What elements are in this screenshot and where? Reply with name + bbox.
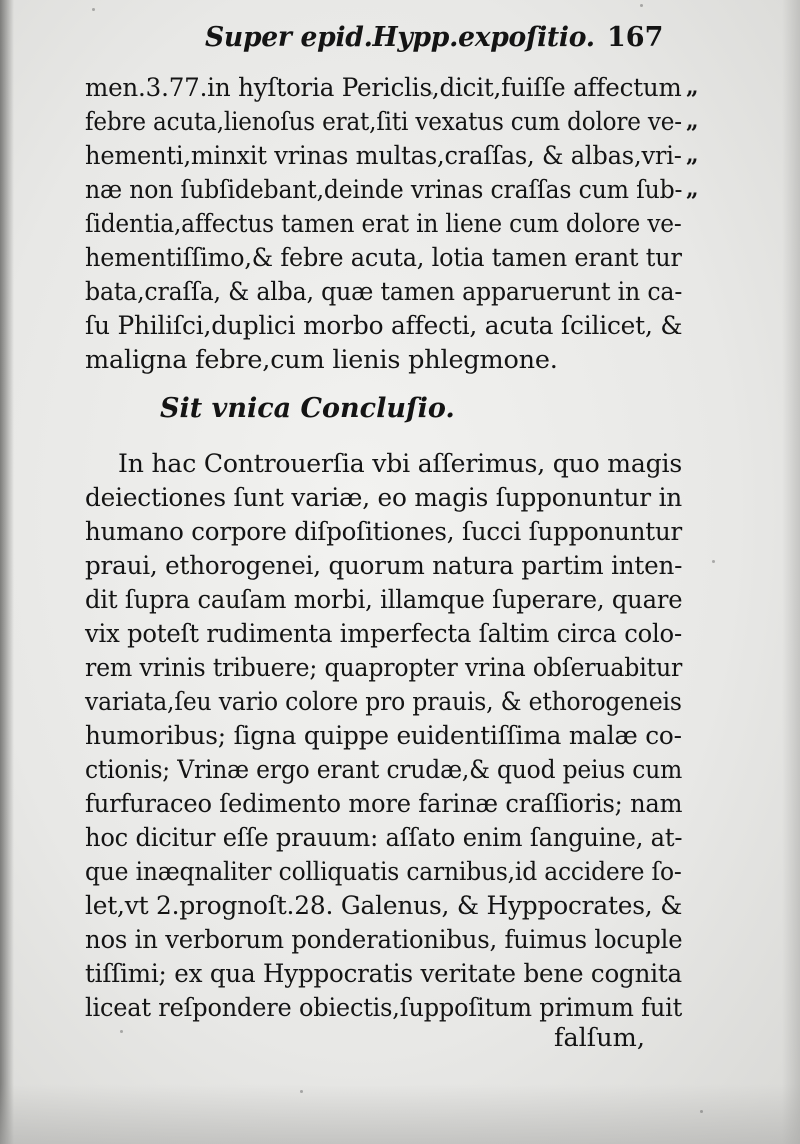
running-title: Super epid.Hypp.expoſitio. bbox=[205, 22, 595, 53]
text-line: que inæqnaliter colliquatis carnibus,id accidere ſo- bbox=[85, 857, 682, 887]
text-line: hementiſſimo,& febre acuta, lotia tamen erant tur bbox=[85, 243, 682, 273]
text-line: febre acuta,lienoſus erat,ſiti vexatus cum dolore ve- bbox=[85, 107, 682, 137]
catchword: falſum, bbox=[554, 1023, 645, 1053]
page-shadow-bottom bbox=[0, 1084, 800, 1144]
text-line: furfuraceo ſedimento more farinæ craſſioris; nam bbox=[85, 789, 683, 819]
text-line: ſu Philiſci,duplici morbo affecti, acuta ſcilicet, & bbox=[85, 311, 683, 341]
text-line: let,vt 2.prognoſt.28. Galenus, & Hyppocrates, & bbox=[85, 891, 683, 921]
text-line: humoribus; ſigna quippe euidentiſſima malæ co- bbox=[85, 721, 682, 751]
text-line: men.3.77.in hyſtoria Periclis,dicit,fuiſſe affectum bbox=[85, 73, 682, 103]
marginal-quote-mark: „ bbox=[686, 142, 699, 168]
text-line: variata,ſeu vario colore pro prauis, & ethorogeneis bbox=[85, 687, 682, 717]
text-line: bata,craſſa, & alba, quæ tamen apparuerunt in ca- bbox=[85, 277, 683, 307]
text-line: tiſſimi; ex qua Hyppocratis veritate bene cognita bbox=[85, 959, 682, 989]
text-line: deiectiones ſunt variæ, eo magis ſupponuntur in bbox=[85, 483, 683, 513]
text-line: hementi,minxit vrinas multas,craſſas, & albas,vri- bbox=[85, 141, 682, 171]
marginal-quote-mark: „ bbox=[686, 176, 699, 202]
page-number: 167 bbox=[607, 22, 664, 53]
text-line: ctionis; Vrinæ ergo erant crudæ,& quod peius cum bbox=[85, 755, 683, 785]
text-line: praui, ethorogenei, quorum natura partim inten- bbox=[85, 551, 683, 581]
text-line: liceat reſpondere obiectis,ſuppoſitum primum fuit bbox=[85, 993, 683, 1023]
page-shadow-left bbox=[0, 0, 14, 1144]
text-line: nos in verborum ponderationibus, fuimus locuple bbox=[85, 925, 683, 955]
section-heading: Sit vnica Concluſio. bbox=[160, 393, 455, 424]
text-line: ſidentia,affectus tamen erat in liene cum dolore ve- bbox=[85, 209, 682, 239]
marginal-quote-mark: „ bbox=[686, 108, 699, 134]
text-line: hoc dicitur eſſe prauum: aſſato enim ſanguine, at- bbox=[85, 823, 683, 853]
text-line: næ non ſubſidebant,deinde vrinas craſſas cum ſub- bbox=[85, 175, 683, 205]
marginal-quote-mark: „ bbox=[686, 74, 699, 100]
text-line: dit ſupra cauſam morbi, illamque ſuperare, quare bbox=[85, 585, 683, 615]
running-header bbox=[205, 22, 675, 62]
text-line: maligna febre,cum lienis phlegmone. bbox=[85, 345, 558, 375]
text-line: rem vrinis tribuere; quapropter vrina obſeruabitur bbox=[85, 653, 683, 683]
text-line: humano corpore diſpoſitiones, ſucci ſupponuntur bbox=[85, 517, 683, 547]
text-line: vix poteſt rudimenta imperfecta ſaltim circa colo- bbox=[85, 619, 682, 649]
page-shadow-right bbox=[782, 0, 800, 1144]
text-line: In hac Controuerſia vbi aſſerimus, quo magis bbox=[118, 449, 683, 479]
